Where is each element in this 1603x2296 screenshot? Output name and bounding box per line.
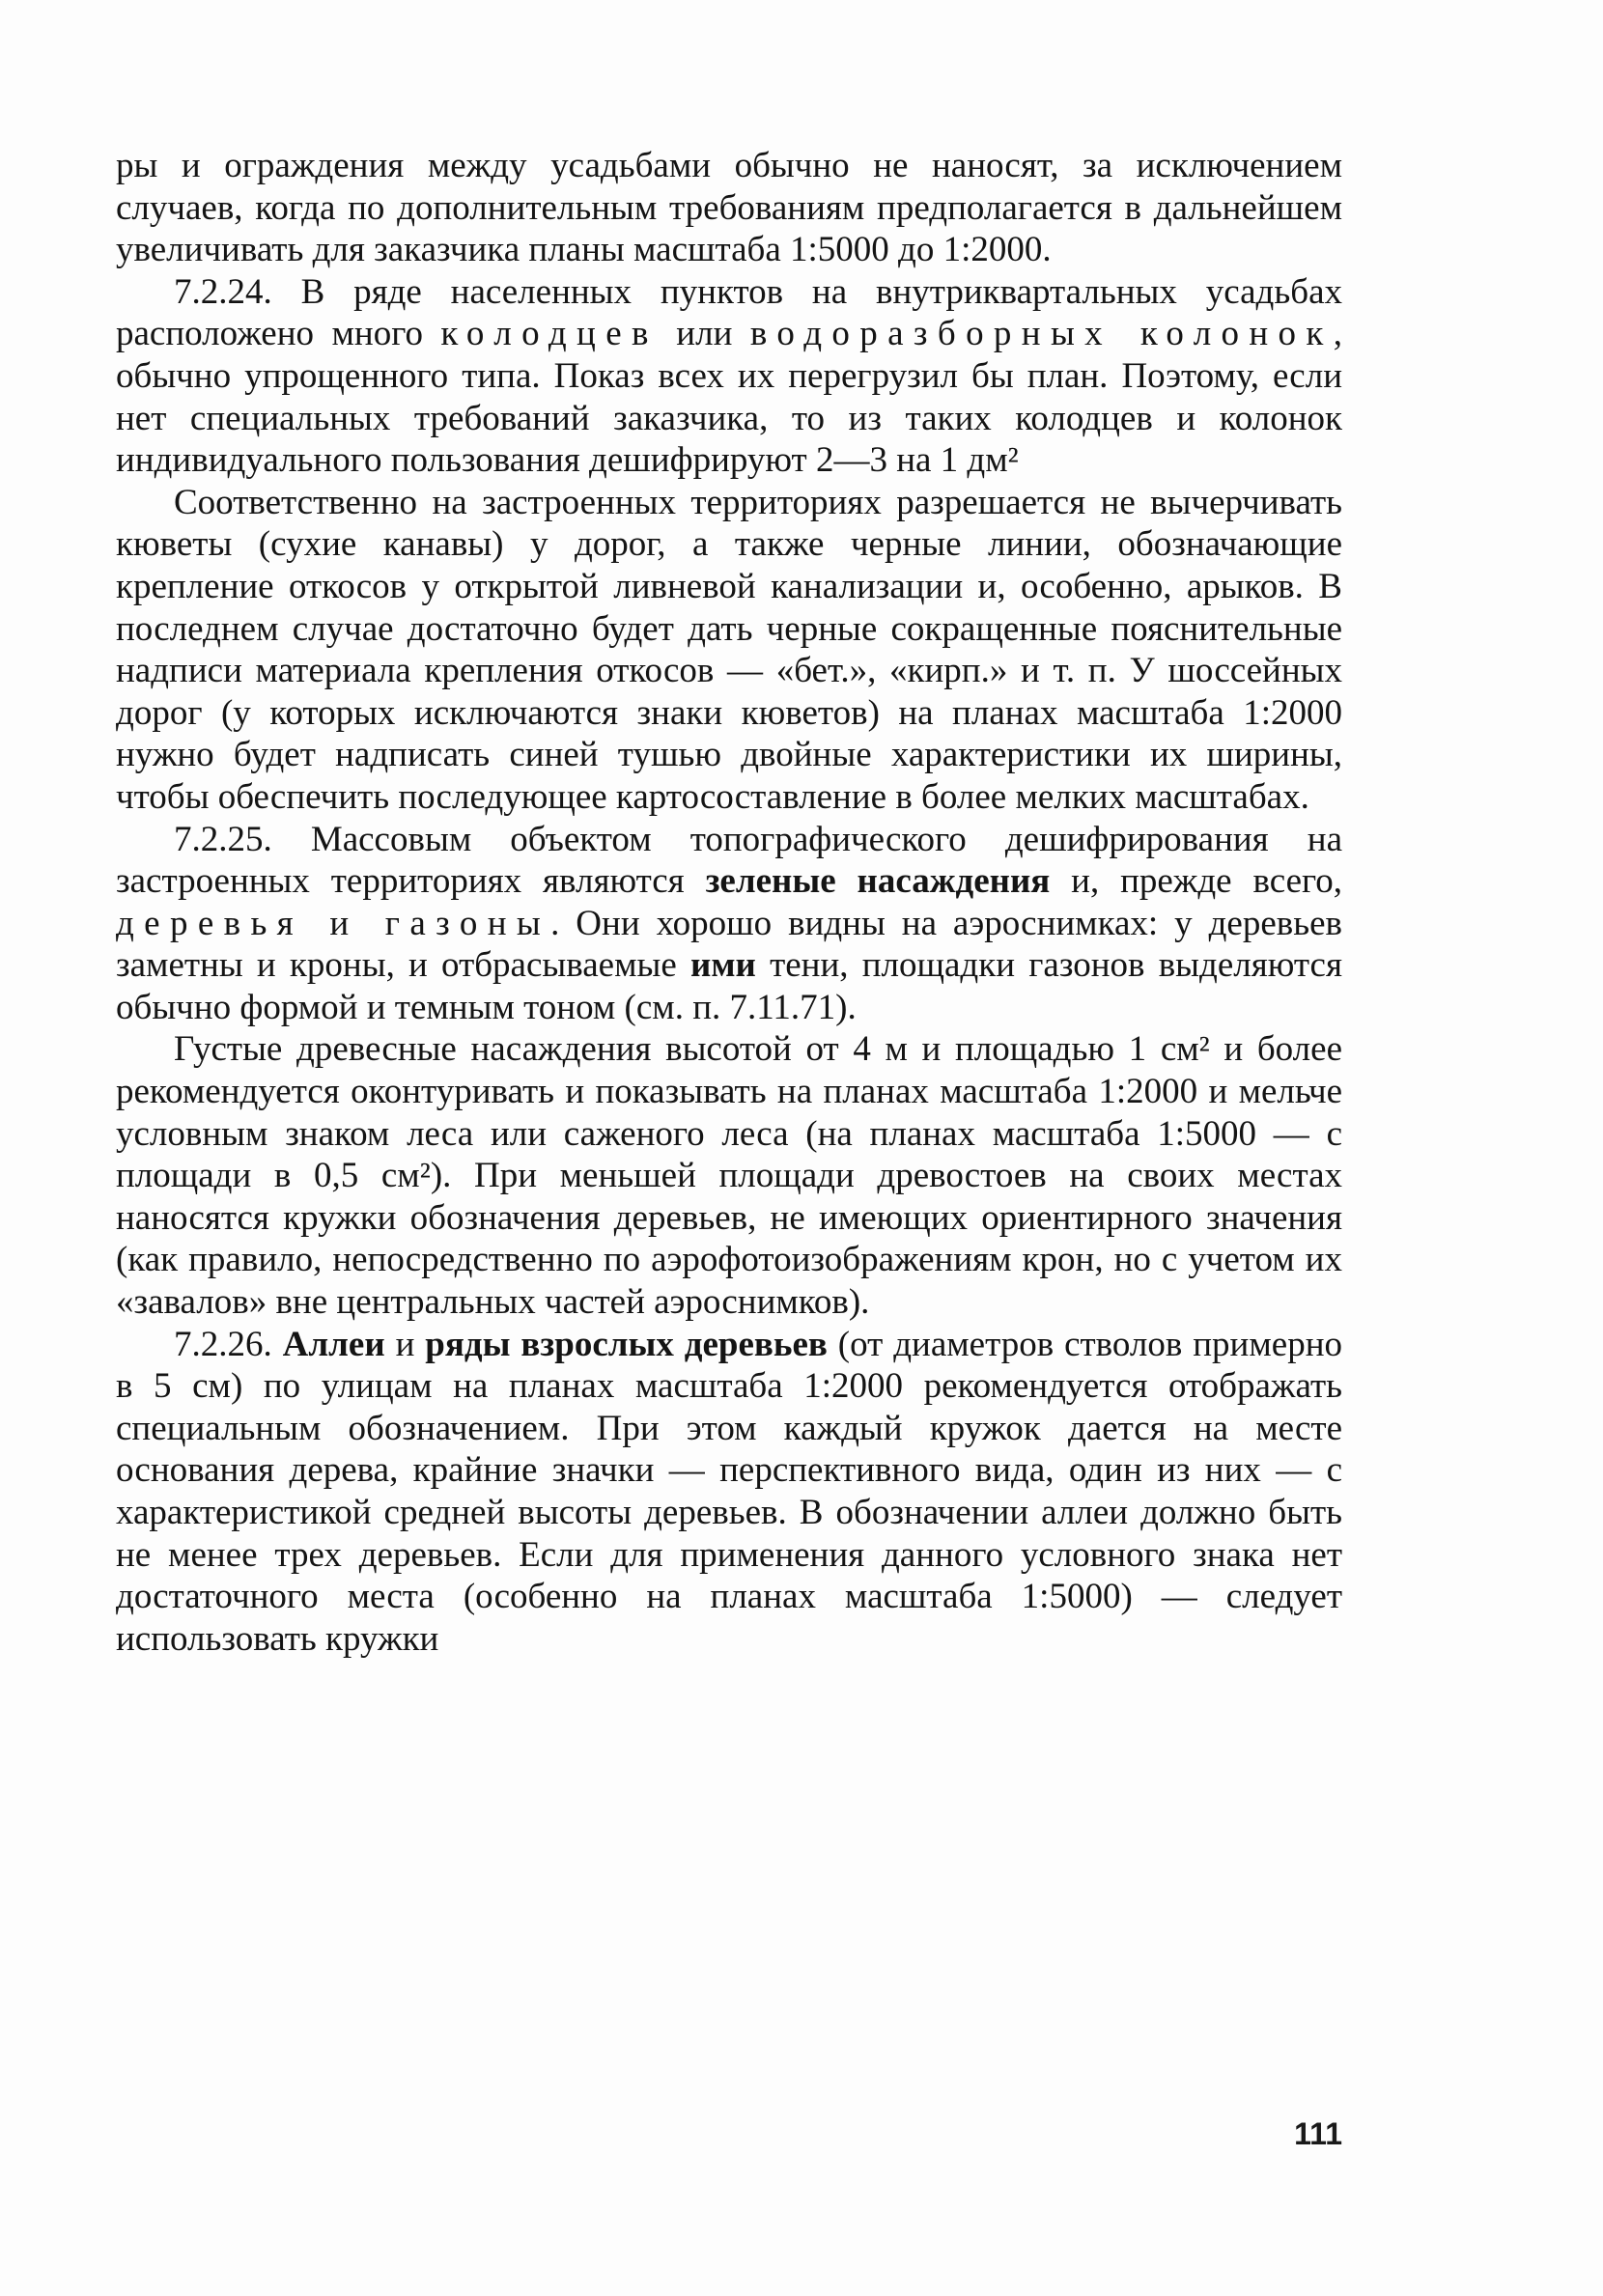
text-run: (от диаметров стволов примерно в 5 см) по улицам на планах масштаба 1:2000 рекомендуется отображать специальным обозначением. При этом каждый кружок дается на месте основания дерева, крайние значки — перспективного вида, один из них — с характеристикой средней высоты деревьев. В обозначении аллеи должно быть не менее трех деревьев. Если для применения данного условного знака нет достаточного места (особенно на планах масштаба 1:5000) — следует использовать кружки	[116, 1324, 1342, 1659]
text-run: и, прежде всего,	[1050, 861, 1343, 902]
body-text	[116, 145, 1342, 1660]
paragraph-dense-plantings: Густые древесные насаждения высотой от 4 м и площадью 1 см² и более рекомендуется оконтуривать и показывать на планах масштаба 1:2000 и мельче условным знаком леса или саженого леса (на планах масштаба 1:5000 — с площади в 0,5 см²). При меньшей площади древостоев на своих местах наносятся кружки обозначения деревьев, не имеющих ориентирного значения (как правило, непосредственно по аэрофотоизображениям крон, но с учетом их «завалов» вне центральных частей аэроснимков).	[116, 1029, 1342, 1323]
paragraph-7-2-25	[116, 819, 1342, 1029]
page-number: 111	[1294, 2116, 1342, 2151]
paragraph-embankments: Соответственно на застроенных территориях разрешается не вычерчивать кюветы (сухие канавы) у дорог, а также черные линии, обозначающие крепление откосов у открытой ливневой канализации и, особенно, арыков. В последнем случае достаточно будет дать черные сокращенные пояснительные надписи материала крепления откосов — «бет.», «кирп.» и т. п. У шоссейных дорог (у которых исключаются знаки кюветов) на планах масштаба 1:2000 нужно будет надписать синей тушью двойные характеристики их ширины, чтобы обеспечить последующее картосоставление в более мелких масштабах.	[116, 482, 1342, 817]
paragraph-7-2-26	[116, 1324, 1342, 1661]
text-run: и	[384, 1324, 426, 1364]
text-run: В ряде населенных пунктов на внутриквартальных усадьбах расположено много	[116, 271, 1342, 354]
text-run: тени, площадки газонов выделяются обычно формой и темным тоном (см. п. 7.11.71).	[116, 945, 1342, 1027]
emphasis-spaced: деревья и газоны	[116, 903, 551, 943]
text-run: или	[658, 314, 750, 354]
term-bold: ими	[690, 945, 756, 986]
term-bold: ряды взрослых деревьев	[425, 1324, 828, 1364]
paragraph-7-2-24	[116, 271, 1342, 482]
text-run	[272, 1325, 283, 1364]
section-number: 7.2.25.	[174, 819, 272, 859]
term-bold: Аллеи	[282, 1324, 385, 1364]
paragraph-continuation: ры и ограждения между усадьбами обычно не наносят, за исключением случаев, когда по дополнительным требованиям предполагается в дальнейшем увеличивать для заказчика планы масштаба 1:5000 до 1:2000.	[116, 146, 1342, 270]
emphasis-spaced: колодцев	[440, 314, 659, 354]
text-run: . Они хорошо видны на аэроснимках: у деревьев заметны и кроны, и отбрасываемые	[116, 903, 1342, 986]
emphasis-spaced: водоразборных колонок	[749, 314, 1334, 354]
text-run: Массовым объектом топографического дешифрирования на застроенных территориях являются	[116, 819, 1342, 902]
section-number: 7.2.26.	[174, 1324, 272, 1364]
text-run: , обычно упрощенного типа. Показ всех их перегрузил бы план. Поэтому, если нет специальных требований заказчика, то из таких колодцев и колонок индивидуального пользования дешифрируют 2—3 на 1 дм²	[116, 314, 1342, 481]
section-number: 7.2.24.	[174, 271, 272, 312]
term-bold: зеленые насаждения	[705, 861, 1051, 902]
